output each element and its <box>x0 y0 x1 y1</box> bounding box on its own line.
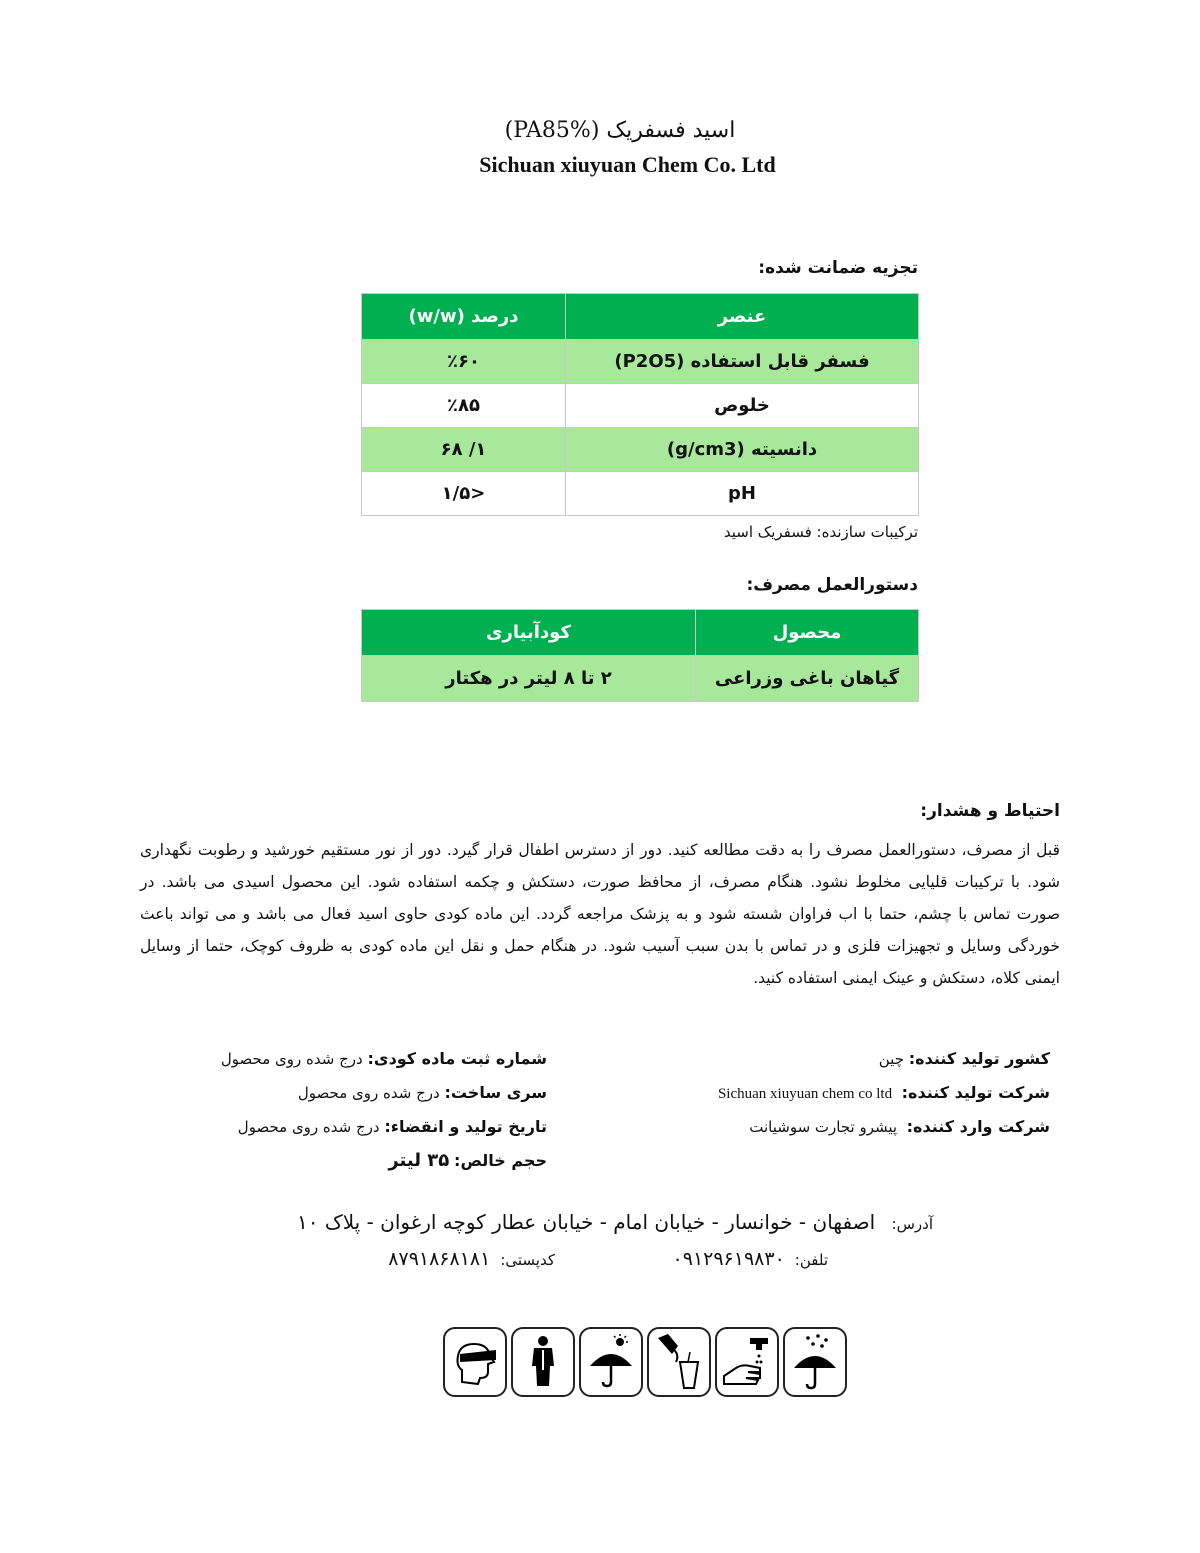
info-value: درج شده روی محصول <box>220 1050 363 1068</box>
info-value: درج شده روی محصول <box>237 1118 380 1136</box>
info-line <box>630 1112 1050 1146</box>
column-header-percent: درصد (w/w) <box>362 294 566 340</box>
table-row <box>362 428 919 472</box>
info-value: ۳۵ لیتر <box>388 1150 450 1171</box>
face-shield-icon <box>443 1327 507 1397</box>
value-cell: ٪۶۰ <box>362 340 566 384</box>
keep-dry-icon <box>783 1327 847 1397</box>
phone-label: تلفن: <box>794 1251 828 1269</box>
protective-clothing-icon <box>511 1327 575 1397</box>
warning-text: قبل از مصرف، دستورالعمل مصرف را به دقت مطالعه کنید. دور از دسترس اطفال قرار گیرد. دور از نور مستقیم خورشید و رطوبت نگهداری شود. با ترکیبات قلیایی مخلوط نشود. هنگام مصرف، از محافظ صورت، دستکش و چکمه استفاده شود. این محصول اسیدی می باشد. در صورت تماس با چشم، حتما با اب فراوان شسته شود و به پزشک مراجعه گردد. این ماده کودی حاوی اسید فعال می باشد و می تواند باعث خوردگی وسایل و تجهیزات فلزی و در تماس با بدن سبب آسیب شود. در هنگام حمل و نقل این ماده کودی به ظروف کوچک، حتما از وسایل ایمنی کلاه، دستکش و عینک ایمنی استفاده کنید. <box>140 841 1060 987</box>
fertigation-cell: ۲ تا ۸ لیتر در هکتار <box>362 656 696 702</box>
value-cell: <۱/۵ <box>362 472 566 516</box>
element-cell: خلوص <box>566 384 919 428</box>
info-value: چین <box>878 1050 904 1068</box>
info-line <box>127 1112 547 1146</box>
pour-into-container-icon <box>647 1327 711 1397</box>
table-row <box>362 472 919 516</box>
info-label: حجم خالص: <box>454 1151 547 1170</box>
manufacturer-title: Sichuan xiuyuan Chem Co. Ltd <box>479 152 776 177</box>
address-label: آدرس: <box>891 1215 933 1233</box>
info-line <box>630 1078 1050 1112</box>
element-cell: دانسیته (g/cm3) <box>566 428 919 472</box>
table-row <box>362 384 919 428</box>
info-line <box>127 1078 547 1112</box>
table-row <box>362 656 919 702</box>
info-label: شماره ثبت ماده کودی: <box>367 1049 547 1068</box>
table-header-row <box>362 610 919 656</box>
analysis-heading: تجزیه ضمانت شده: <box>758 258 918 278</box>
info-label: تاریخ تولید و انقضاء: <box>384 1117 547 1136</box>
info-value: پیشرو تجارت سوشیانت <box>749 1118 898 1136</box>
manufacturer-info <box>630 1044 1050 1146</box>
address-value: اصفهان - خوانسار - خیابان امام - خیابان عطار کوچه ارغوان - پلاک ۱۰ <box>296 1210 876 1234</box>
element-cell: فسفر قابل استفاده (P2O5) <box>566 340 919 384</box>
table-row <box>362 340 919 384</box>
composition-text: ترکیبات سازنده: فسفریک اسید <box>723 523 918 541</box>
table-header-row <box>362 294 919 340</box>
product-cell: گیاهان باغی وزراعی <box>696 656 919 702</box>
info-line <box>127 1044 547 1078</box>
column-header-element: عنصر <box>566 294 919 340</box>
phone <box>673 1248 828 1270</box>
usage-table <box>361 609 919 702</box>
contact-line <box>0 1248 1200 1278</box>
address-line <box>0 1210 1200 1234</box>
info-label: سری ساخت: <box>444 1083 547 1102</box>
postal-label: کدپستی: <box>500 1251 555 1269</box>
value-cell: ۱/ ۶۸ <box>362 428 566 472</box>
wash-hands-icon <box>715 1327 779 1397</box>
element-cell: pH <box>566 472 919 516</box>
info-value: Sichuan xiuyuan chem co ltd <box>717 1086 893 1102</box>
phone-value: ۰۹۱۲۹۶۱۹۸۳۰ <box>672 1248 785 1270</box>
info-line <box>630 1044 1050 1078</box>
info-value: درج شده روی محصول <box>297 1084 440 1102</box>
info-line <box>127 1146 547 1180</box>
info-label: کشور تولید کننده: <box>908 1049 1050 1068</box>
column-header-product: محصول <box>696 610 919 656</box>
postal-value: ۸۷۹۱۸۶۸۱۸۱ <box>388 1248 491 1270</box>
info-label: شرکت تولید کننده: <box>901 1083 1050 1102</box>
warning-heading: احتیاط و هشدار: <box>920 801 1060 821</box>
analysis-table <box>361 293 919 516</box>
column-header-fertigation: کودآبیاری <box>362 610 696 656</box>
usage-heading: دستورالعمل مصرف: <box>746 575 918 595</box>
product-info <box>127 1044 547 1180</box>
info-label: شرکت وارد کننده: <box>906 1117 1050 1136</box>
safety-icons <box>443 1327 850 1399</box>
product-title: اسید فسفریک (PA85%) <box>504 118 736 143</box>
postal-code <box>388 1248 555 1270</box>
value-cell: ٪۸۵ <box>362 384 566 428</box>
keep-from-sun-icon <box>579 1327 643 1397</box>
